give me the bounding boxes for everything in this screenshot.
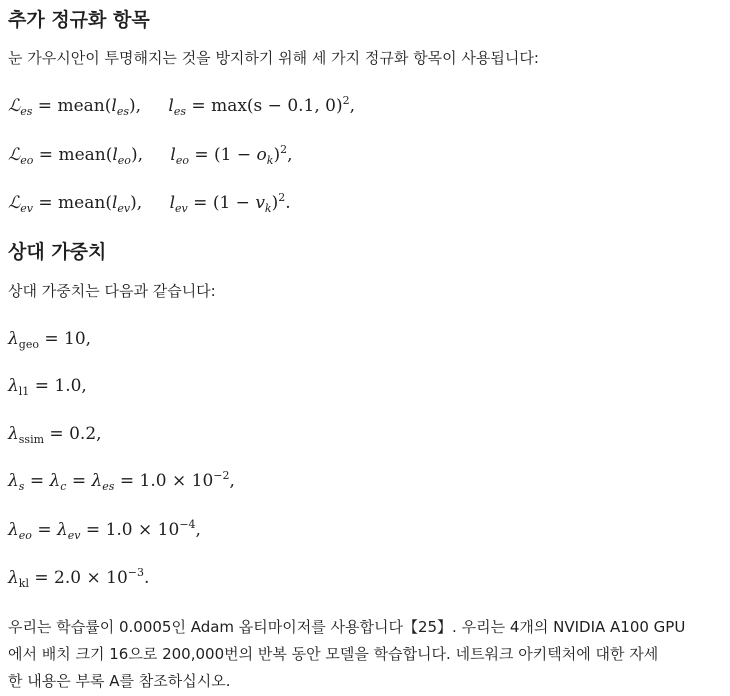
relative-weights-intro: 상대 가중치는 다음과 같습니다: (8, 282, 216, 300)
training-details-line-2: 에서 배치 크기 16으로 200,000번의 반복 동안 모델을 학습합니다. 네트워크 아키텍처에 대한 자세 (8, 645, 659, 663)
section-heading-regularization: 추가 정규화 항목 (8, 9, 150, 31)
weight-kl: $\lambda_{kl} = 2.0 \times 10^{-3}$. (8, 566, 150, 590)
training-details-line-3: 한 내용은 부록 A를 참조하십시오. (8, 672, 231, 690)
weight-ssim: $\lambda_{ssim} = 0.2$, (8, 424, 102, 446)
equation-ev: ℒ$_{ev}$ = $mean(l_{ev})$, $l_{ev} = (1 - v_k)^2$. (8, 191, 291, 215)
weight-eo-ev: $\lambda_{eo} = \lambda_{ev} = 1.0 \times 10^{-4}$, (8, 518, 201, 542)
weight-l1: $\lambda_{l1} = 1.0$, (8, 376, 87, 398)
section-heading-relative-weights: 상대 가중치 (8, 241, 107, 263)
weight-geo: $\lambda_{geo} = 10$, (8, 329, 92, 351)
equation-es: ℒ$_{es}$ = $mean(l_{es})$, $l_{es} = \max(s - 0.1$, 0)$^2$, (8, 94, 356, 118)
weight-s-c-es: $\lambda_s = \lambda_c = \lambda_{es} = 1.0 \times 10^{-2}$, (8, 469, 235, 493)
training-details-line-1: 우리는 학습률이 0.0005인 Adam 옵티마이저를 사용합니다【25】. 우리는 4개의 NVIDIA A100 GPU (8, 618, 686, 636)
equation-eo: ℒ$_{eo}$ = $mean(l_{eo})$, $l_{eo} = (1 - o_k)^2$, (8, 143, 293, 167)
regularization-intro: 눈 가우시안이 투명해지는 것을 방지하기 위해 세 가지 정규화 항목이 사용됩니다: (8, 49, 539, 67)
